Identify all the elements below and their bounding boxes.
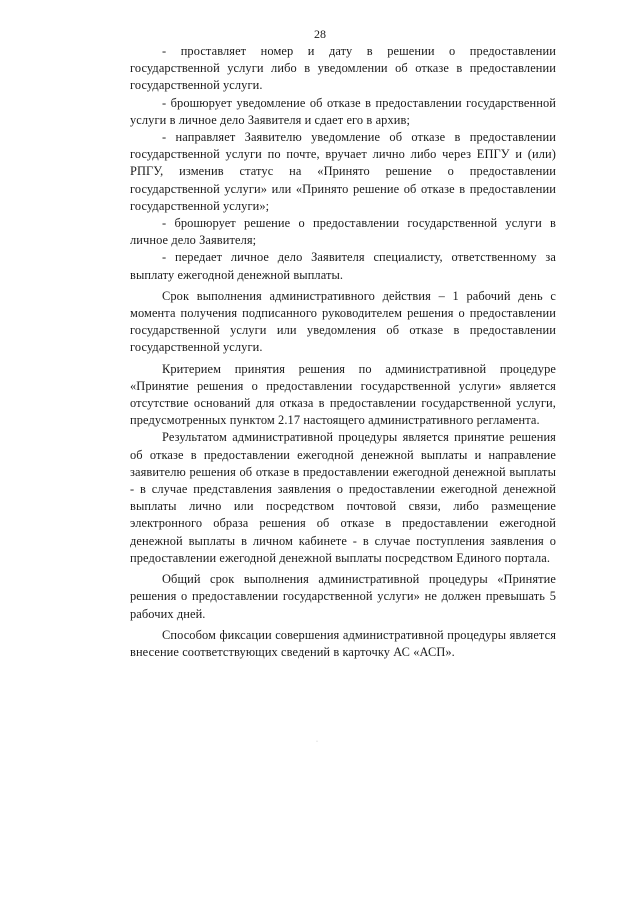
paragraph-10: Способом фиксации совершения административной процедуры является внесение соответствующих сведений в карточку АС «АСП». (130, 627, 556, 659)
paragraph-3: - направляет Заявителю уведомление об отказе в предоставлении государственной услуги по почте, вручает лично либо через ЕПГУ и (или) РПГУ, изменив статус на «Принято решение о предоставлении государственной услуги» или «Принято решение об отказе в предоставлении государственной услуги»; (130, 130, 556, 213)
body-text (130, 43, 556, 661)
paragraph-5: - передает личное дело Заявителя специалисту, ответственному за выплату ежегодной денежной выплаты. (130, 250, 556, 282)
paragraph-2: - брошюрует уведомление об отказе в предоставлении государственной услуги в личное дело Заявителя и сдает его в архив; (130, 95, 556, 127)
paragraph-8: Результатом административной процедуры является принятие решения об отказе в предоставлении ежегодной денежной выплаты и направление заявителю решения об отказе в предоставлении ежегодной денежной выплаты - в случае представления заявления о предоставлении ежегодной денежной выплаты лично или посредством почтовой связи, либо размещение электронного образа решения об отказе в предоставлении ежегодной денежной выплаты в личном кабинете - в случае поступления заявления о предоставлении ежегодной денежной выплаты посредством Единого портала. (130, 430, 556, 565)
page-number: 28 (314, 27, 326, 41)
paragraph-1: - проставляет номер и дату в решении о предоставлении государственной услуги либо в уведомлении об отказе в предоставлении государственной услуги. (130, 44, 556, 93)
paragraph-7: Критерием принятия решения по административной процедуре «Принятие решения о предоставлении государственной услуги» является отсутствие оснований для отказа в предоставлении государственной услуги, предусмотренных пунктом 2.17 настоящего административного регламента. (130, 361, 556, 428)
paragraph-9: Общий срок выполнения административной процедуры «Принятие решения о предоставлении государственной услуги» не должен превышать 5 рабочих дней. (130, 572, 556, 621)
paragraph-6: Срок выполнения административного действия – 1 рабочий день с момента получения подписанного руководителем решения о предоставлении государственной услуги или уведомления об отказе в предоставлении государственной услуги. (130, 288, 556, 355)
scan-speck: · (316, 739, 318, 745)
paragraph-4: - брошюрует решение о предоставлении государственной услуги в личное дело Заявителя; (130, 216, 556, 248)
